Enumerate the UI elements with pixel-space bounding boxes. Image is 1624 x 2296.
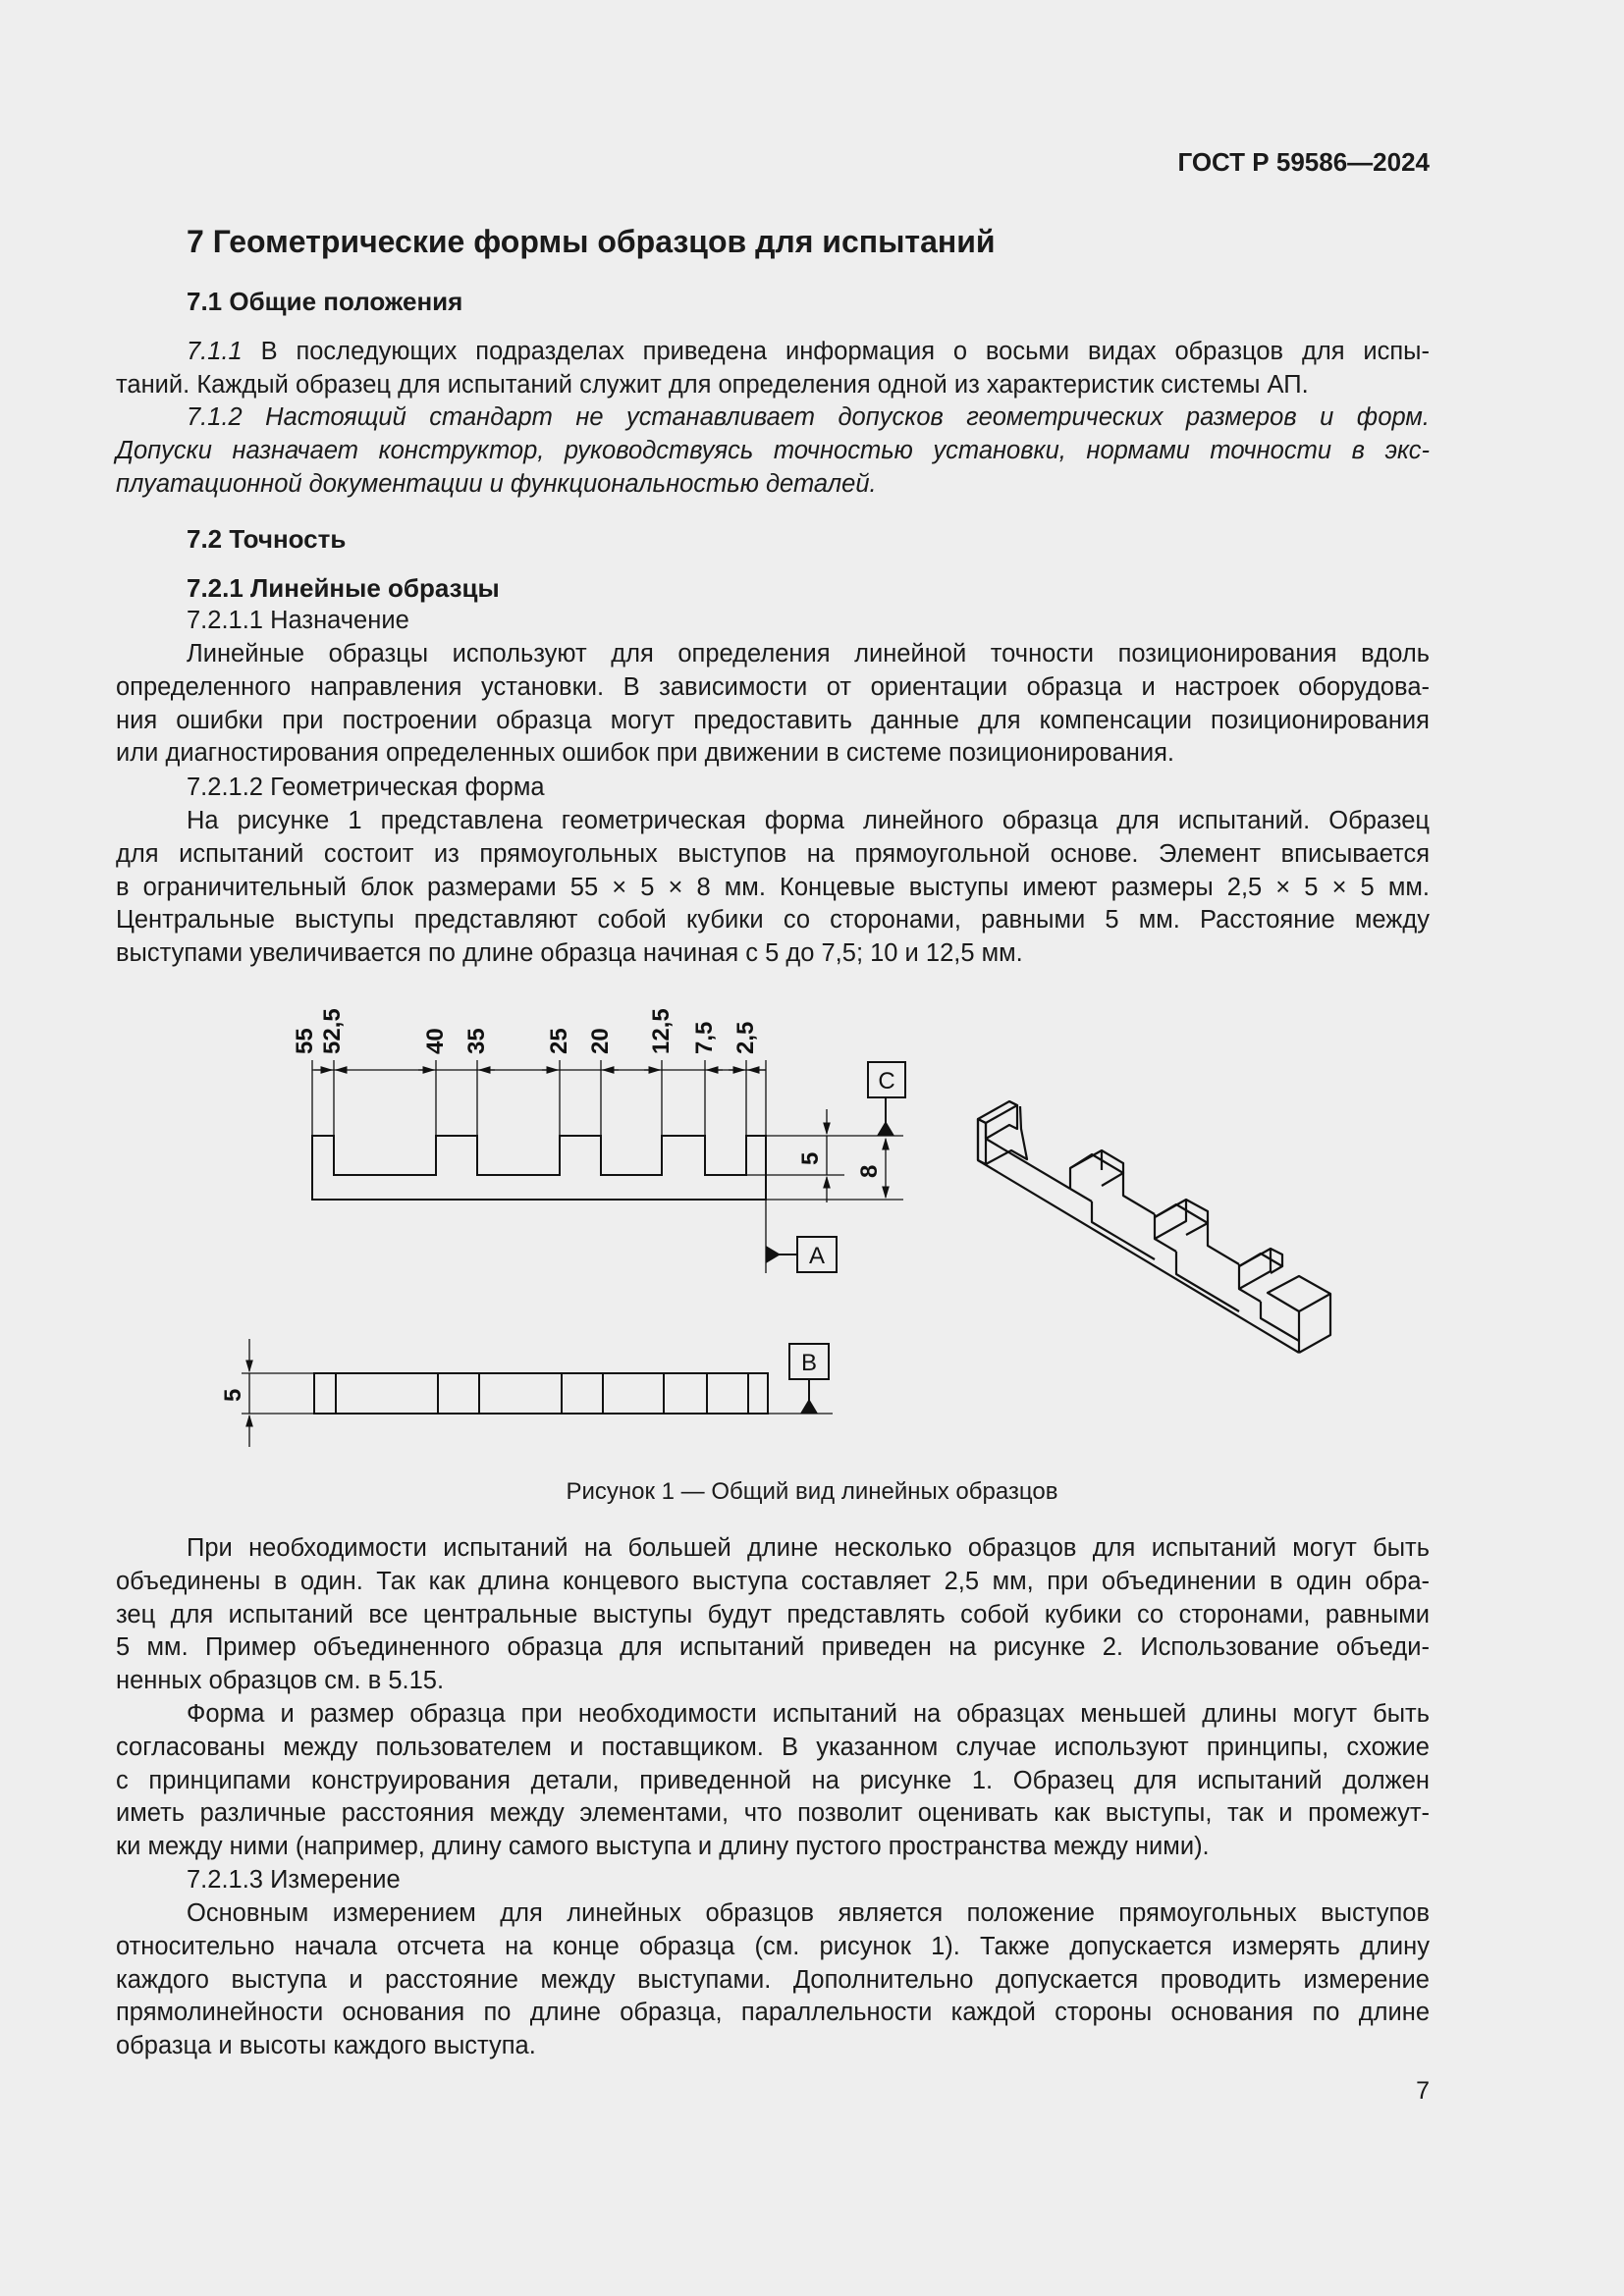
text-line: 7.2.1.2 Геометрическая форма: [187, 774, 545, 801]
dim-label-height-5: 5: [797, 1151, 824, 1165]
text-line: прямолинейности основания по длине образца, параллельности каждой стороны основания по длине: [116, 1999, 1430, 2027]
text-line: Форма и размер образца при необходимости испытаний на образцах меньшей длины могут быть: [187, 1700, 1430, 1728]
text-line: иметь различные расстояния между элементами, что позволит оценивать как выступы, так и промежут-: [116, 1799, 1430, 1828]
height-dimensions: [746, 1106, 903, 1202]
text-line: Допуски назначает конструктор, руководствуясь точностью установки, нормами точности в экс-: [116, 436, 1430, 464]
plan-view-segments: [336, 1373, 748, 1414]
text-line: зец для испытаний все центральные выступы будут представлять собой кубики со сторонами, равными: [116, 1600, 1430, 1629]
text-fragment: В последующих подразделах приведена информация о восьми видах образцов для испы-: [242, 338, 1430, 365]
subsection-title-7-2-1: 7.2.1 Линейные образцы: [187, 573, 500, 603]
text-line: относительно начала отсчета на конце образца (см. рисунок 1). Также допускается измерять длину: [116, 1932, 1430, 1960]
dim-label-52-5: 52,5: [319, 1008, 346, 1054]
subsection-title-7-1: 7.1 Общие положения: [187, 287, 463, 316]
datum-labels: [801, 1068, 895, 1376]
text-line: определенного направления установки. В зависимости от ориентации образца и настроек оборудова-: [116, 672, 1430, 701]
dim-label-7-5: 7,5: [691, 1021, 718, 1054]
text-line: 7.2.1.1 Назначение: [187, 607, 409, 634]
subsection-title-7-2: 7.2 Точность: [187, 524, 347, 554]
text-line: Центральные выступы представляют собой кубики со сторонами, равными 5 мм. Расстояние между: [116, 906, 1430, 934]
paragraph-combined-samples: [116, 1532, 1430, 1698]
text-line: согласованы между пользователем и поставщиком. В указанном случае используют принципы, схожие: [116, 1733, 1430, 1761]
text-line: в ограничительный блок размерами 55 × 5 × 8 мм. Концевые выступы имеют размеры 2,5 × 5 × 5 мм.: [116, 873, 1430, 901]
dim-label-25: 25: [546, 1028, 572, 1054]
text-line: Основным измерением для линейных образцов является положение прямоугольных выступов: [187, 1899, 1430, 1927]
dim-label-2-5: 2,5: [732, 1021, 759, 1054]
isometric-view: [978, 1101, 1330, 1353]
plan-view-outline: [314, 1373, 768, 1414]
dim-label-12-5: 12,5: [648, 1008, 675, 1054]
text-line: каждого выступа и расстояние между выступами. Дополнительно допускается проводить измерение: [116, 1965, 1430, 1994]
datum-b-label: B: [800, 1350, 818, 1376]
plan-width-dimension: [242, 1339, 314, 1447]
dim-label-40: 40: [422, 1028, 449, 1054]
text-line: ки между ними (например, длину самого выступа и длину пустого пространства между ними).: [116, 1833, 1210, 1861]
paragraph-shape-agreement: [116, 1698, 1430, 1864]
text-line: ненных образцов см. в 5.15.: [116, 1667, 445, 1695]
dim-label-width-5: 5: [220, 1388, 246, 1402]
text-line: выступами увеличивается по длине образца начиная с 5 до 7,5; 10 и 12,5 мм.: [116, 939, 1023, 968]
text-line: При необходимости испытаний на большей длине несколько образцов для испытаний могут быть: [187, 1534, 1430, 1562]
text-line: образца и высоты каждого выступа.: [116, 2032, 536, 2060]
dim-label-height-8: 8: [856, 1164, 883, 1178]
text-line: 5 мм. Пример объединенного образца для испытаний приведен на рисунке 2. Использование объеди-: [116, 1633, 1430, 1662]
text-line: Линейные образцы используют для определения линейной точности позиционирования вдоль: [187, 640, 1430, 667]
clause-number: 7.1.1: [187, 338, 243, 365]
text-line: На рисунке 1 представлена геометрическая форма линейного образца для испытаний. Образец: [187, 807, 1430, 834]
text-line: для испытаний состоит из прямоугольных выступов на прямоугольной основе. Элемент вписывается: [116, 839, 1430, 868]
extension-lines: [312, 1060, 766, 1273]
figure-1-caption: Рисунок 1 — Общий вид линейных образцов: [566, 1478, 1058, 1505]
text-line: ния ошибки при построении образца могут предоставить данные для компенсации позиционирования: [116, 706, 1430, 734]
section-title: 7 Геометрические формы образцов для испытаний: [187, 224, 996, 259]
datum-a-label: A: [808, 1243, 826, 1269]
page-number: 7: [1416, 2077, 1430, 2105]
datum-c-label: C: [878, 1068, 895, 1095]
top-dimension-labels: [220, 1008, 883, 1402]
dim-label-55: 55: [292, 1028, 318, 1054]
dim-label-20: 20: [587, 1028, 614, 1054]
dim-label-35: 35: [463, 1028, 490, 1054]
document-number: ГОСТ Р 59586—2024: [1177, 147, 1430, 177]
text-line: с принципами конструирования детали, приведенной на рисунке 1. Образец для испытаний должен: [116, 1766, 1430, 1794]
clause-7-2-1-3-title: [116, 1864, 1430, 1897]
front-view-profile: [312, 1136, 766, 1200]
text-line: или диагностирования определенных ошибок при движении в системе позиционирования.: [116, 739, 1174, 768]
datum-c-triangle: [877, 1121, 894, 1136]
datum-b-triangle: [800, 1399, 818, 1414]
text-line: 7.2.1.3 Измерение: [187, 1866, 401, 1894]
text-line: 7.1.2 Настоящий стандарт не устанавливает допусков геометрических размеров и форм.: [187, 403, 1430, 431]
datum-a-triangle: [766, 1246, 781, 1263]
paragraph-measurement: [116, 1897, 1430, 2063]
text-line: плуатационной документации и функциональностью деталей.: [116, 469, 877, 498]
text-line: таний. Каждый образец для испытаний служит для определения одной из характеристик системы АП.: [116, 370, 1309, 399]
text-line: объединены в один. Так как длина концевого выступа составляет 2,5 мм, при объединении в один обра-: [116, 1567, 1430, 1595]
